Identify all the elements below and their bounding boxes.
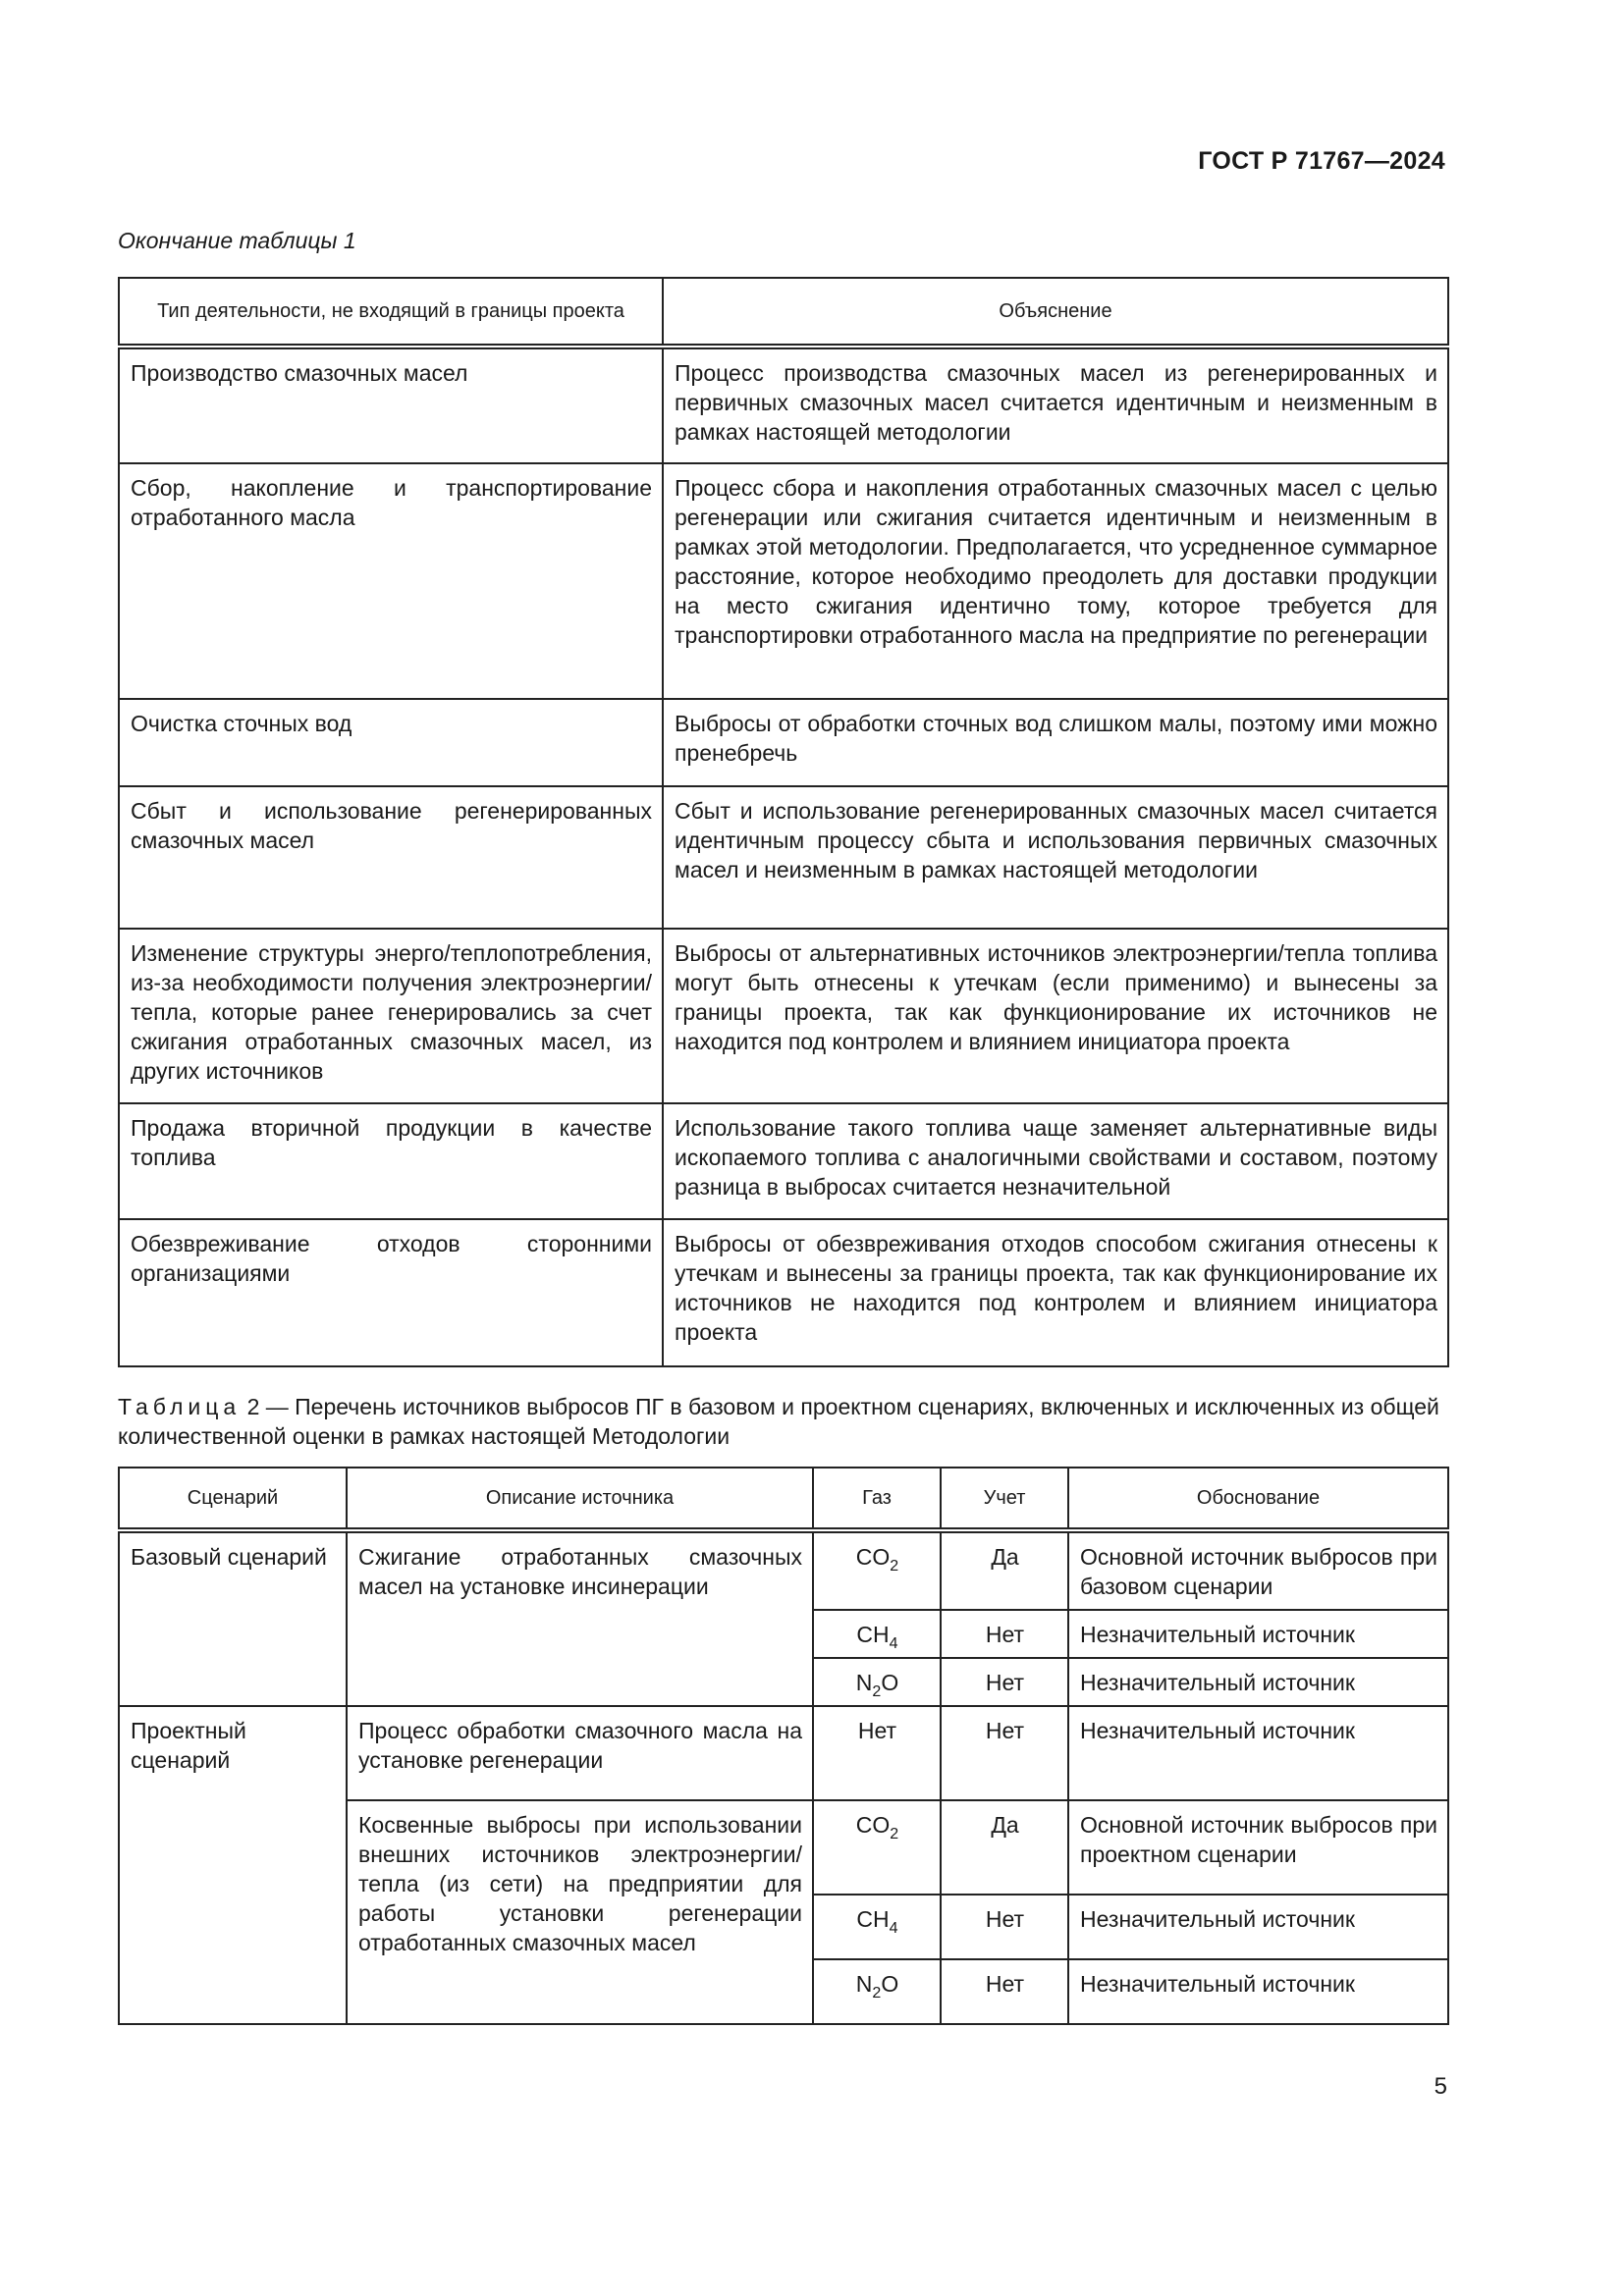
explanation-cell: Процесс производства смазочных масел из регенерированных и первичных смазочных масел считается идентичным и неизменным в рамках настоящей методологии bbox=[663, 347, 1448, 463]
gas-formula: CO bbox=[855, 1544, 891, 1570]
explanation-cell: Сбыт и использование регенерированных смазочных масел считается идентичным процессу сбыта и использования первичных смазочных масел и неизменным в рамках настоящей методологии bbox=[663, 786, 1448, 929]
justification-cell: Незначительный источник bbox=[1068, 1959, 1448, 2024]
gas-formula: CH bbox=[856, 1622, 890, 1647]
table-row bbox=[119, 347, 1448, 463]
explanation-cell: Выбросы от обезвреживания отходов способом сжигания отнесены к утечкам и вынесены за границы проекта, так как функционирование их источников не находится под контролем и влиянием инициатора проекта bbox=[663, 1219, 1448, 1366]
table-1 bbox=[118, 277, 1449, 1367]
explanation-cell: Выбросы от обработки сточных вод слишком малы, поэтому ими можно пренебречь bbox=[663, 699, 1448, 786]
accounted-cell: Нет bbox=[941, 1658, 1068, 1706]
activity-cell: Производство смазочных масел bbox=[119, 347, 663, 463]
document-code: ГОСТ Р 71767—2024 bbox=[1198, 147, 1445, 175]
column-header-source: Описание источника bbox=[347, 1468, 813, 1530]
table-row bbox=[119, 463, 1448, 699]
gas-cell bbox=[813, 1959, 941, 2024]
gas-subscript: 4 bbox=[889, 1920, 898, 1937]
gas-formula-tail: O bbox=[881, 1670, 899, 1695]
activity-cell: Сбор, накопление и транспортирование отработанного масла bbox=[119, 463, 663, 699]
gas-cell bbox=[813, 1610, 941, 1658]
gas-cell bbox=[813, 1658, 941, 1706]
explanation-cell: Выбросы от альтернативных источников электроэнергии/тепла топлива могут быть отнесены к утечкам (если применимо) и вынесены за границы проекта, так как функционирование их источников не находится под контролем и влиянием инициатора проекта bbox=[663, 929, 1448, 1103]
page-number: 5 bbox=[1434, 2073, 1447, 2100]
gas-subscript: 2 bbox=[872, 1683, 882, 1700]
justification-cell: Незначительный источник bbox=[1068, 1706, 1448, 1800]
gas-cell bbox=[813, 1895, 941, 1959]
table-row bbox=[119, 1219, 1448, 1366]
table-row bbox=[119, 1706, 1448, 1800]
gas-cell bbox=[813, 1800, 941, 1895]
column-header-explanation: Объяснение bbox=[663, 278, 1448, 347]
table-row bbox=[119, 1103, 1448, 1219]
explanation-cell: Процесс сбора и накопления отработанных смазочных масел с целью регенерации или сжигания считается идентичным и неизменным в рамках этой методологии. Предполагается, что усредненное суммарное расстояние, которое необходимо преодолеть для доставки продукции на место сжигания идентично тому, которое требуется для транспортировки отработанного масла на предприятие по регенерации bbox=[663, 463, 1448, 699]
column-header-justification: Обоснование bbox=[1068, 1468, 1448, 1530]
column-header-gas: Газ bbox=[813, 1468, 941, 1530]
justification-cell: Незначительный источник bbox=[1068, 1895, 1448, 1959]
gas-cell bbox=[813, 1530, 941, 1610]
activity-cell: Изменение структуры энерго/теплопотребления, из-за необходимости получения электроэнергии/тепла, которые ранее генерировались за счет сжигания отработанных смазочных масел, из других источников bbox=[119, 929, 663, 1103]
gas-formula: CO bbox=[855, 1812, 891, 1838]
table-2-caption bbox=[118, 1392, 1447, 1451]
justification-cell: Незначительный источник bbox=[1068, 1658, 1448, 1706]
gas-subscript: 2 bbox=[890, 1826, 899, 1842]
table-2-caption-label: Таблица bbox=[118, 1394, 242, 1419]
column-header-scenario: Сценарий bbox=[119, 1468, 347, 1530]
gas-formula: N bbox=[855, 1971, 873, 1997]
table-continuation-label: Окончание таблицы 1 bbox=[118, 228, 356, 253]
table-row bbox=[119, 699, 1448, 786]
table-2-caption-text: 2 — Перечень источников выбросов ПГ в базовом и проектном сценариях, включенных и исключенных из общей количественной оценки в рамках настоящей Методологии bbox=[118, 1394, 1439, 1449]
accounted-cell: Нет bbox=[941, 1706, 1068, 1800]
gas-formula: N bbox=[855, 1670, 873, 1695]
column-header-accounted: Учет bbox=[941, 1468, 1068, 1530]
accounted-cell: Да bbox=[941, 1800, 1068, 1895]
table-row bbox=[119, 786, 1448, 929]
gas-subscript: 2 bbox=[890, 1558, 899, 1575]
table-row bbox=[119, 1530, 1448, 1610]
source-description-cell: Процесс обработки смазочного масла на установке регенерации bbox=[347, 1706, 813, 1800]
justification-cell: Незначительный источник bbox=[1068, 1610, 1448, 1658]
activity-cell: Сбыт и использование регенерированных смазочных масел bbox=[119, 786, 663, 929]
activity-cell: Продажа вторичной продукции в качестве топлива bbox=[119, 1103, 663, 1219]
accounted-cell: Нет bbox=[941, 1895, 1068, 1959]
table-header-row bbox=[119, 278, 1448, 347]
activity-cell: Очистка сточных вод bbox=[119, 699, 663, 786]
accounted-cell: Да bbox=[941, 1530, 1068, 1610]
justification-cell: Основной источник выбросов при проектном сценарии bbox=[1068, 1800, 1448, 1895]
explanation-cell: Использование такого топлива чаще заменяет альтернативные виды ископаемого топлива с аналогичными свойствами и составом, поэтому разница в выбросах считается незначительной bbox=[663, 1103, 1448, 1219]
scenario-cell: Проектный сценарий bbox=[119, 1706, 347, 2024]
justification-cell: Основной источник выбросов при базовом сценарии bbox=[1068, 1530, 1448, 1610]
table-row bbox=[119, 929, 1448, 1103]
gas-formula: CH bbox=[856, 1906, 890, 1932]
gas-subscript: 2 bbox=[872, 1985, 882, 2002]
table-2 bbox=[118, 1467, 1449, 2025]
source-description-cell: Сжигание отработанных смазочных масел на установке инсинерации bbox=[347, 1530, 813, 1706]
table-header-row bbox=[119, 1468, 1448, 1530]
scenario-cell: Базовый сценарий bbox=[119, 1530, 347, 1706]
source-description-cell: Косвенные выбросы при использовании внешних источников электроэнергии/тепла (из сети) на предприятии для работы установки регенерации отработанных смазочных масел bbox=[347, 1800, 813, 2024]
activity-cell: Обезвреживание отходов сторонними организациями bbox=[119, 1219, 663, 1366]
gas-formula-tail: O bbox=[881, 1971, 899, 1997]
accounted-cell: Нет bbox=[941, 1610, 1068, 1658]
gas-cell: Нет bbox=[813, 1706, 941, 1800]
column-header-activity: Тип деятельности, не входящий в границы проекта bbox=[119, 278, 663, 347]
gas-subscript: 4 bbox=[889, 1635, 898, 1652]
accounted-cell: Нет bbox=[941, 1959, 1068, 2024]
